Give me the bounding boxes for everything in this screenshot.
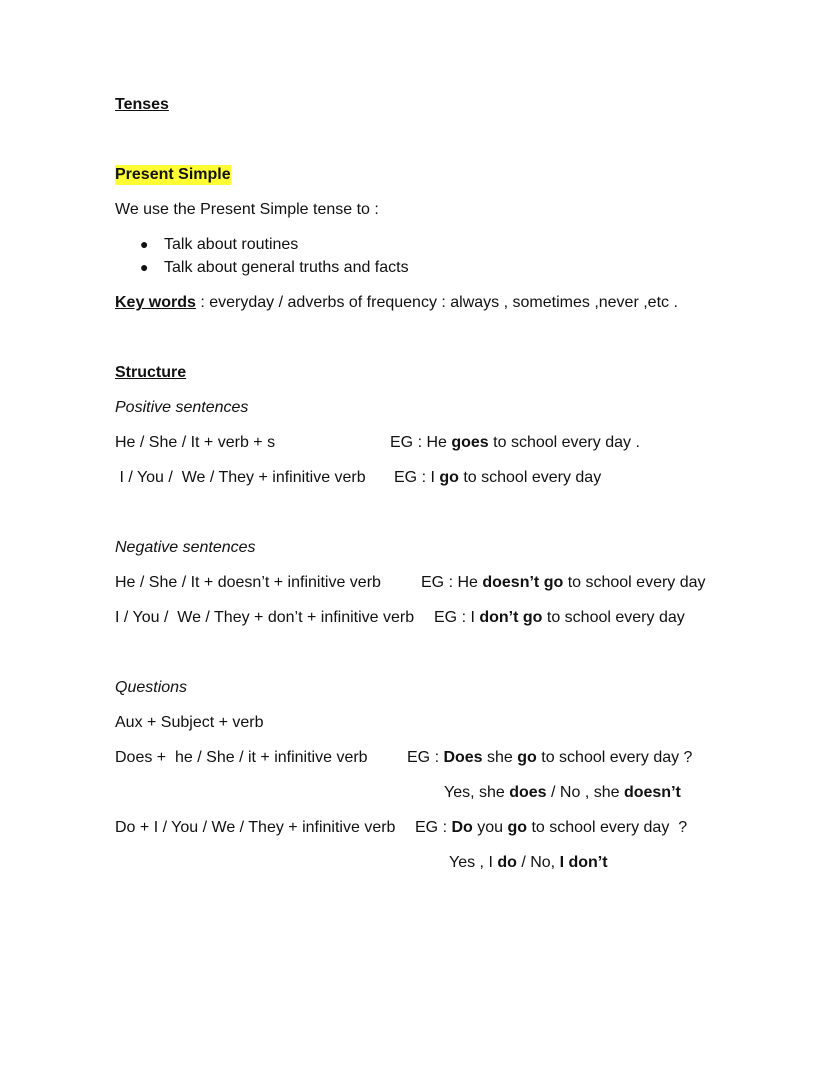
example-bold-segment: does <box>509 784 547 801</box>
structure-rule: He / She / It + doesn’t + infinitive verb <box>115 574 381 591</box>
bullet-icon: ● <box>140 259 149 275</box>
section-heading: Present Simple <box>115 166 231 183</box>
bullet-icon: ● <box>140 236 149 252</box>
structure-rule: Do + I / You / We / They + infinitive verb <box>115 819 396 836</box>
example-segment: to school every day <box>458 469 602 486</box>
example-segment: to school every day <box>542 609 685 626</box>
example-segment: EG : I <box>394 469 440 486</box>
example-bold-segment: go <box>507 819 528 836</box>
example-bold-segment: goes <box>451 434 489 451</box>
bullet-item: Talk about routines <box>164 236 299 253</box>
structure-rule: I / You / We / They + infinitive verb <box>115 469 366 486</box>
example-bold-segment: Does <box>443 749 483 766</box>
key-words-text: : everyday / adverbs of frequency : always , sometimes ,never ,etc . <box>195 294 678 311</box>
example-bold-segment: don’t go <box>479 609 543 626</box>
example-bold-segment: I don’t <box>559 854 608 871</box>
aux-rule: Aux + Subject + verb <box>115 714 264 731</box>
key-words-label: Key words <box>115 294 196 311</box>
example-segment: EG : <box>407 749 444 766</box>
example-segment: to school every day ? <box>527 819 688 836</box>
example-segment: EG : He <box>390 434 452 451</box>
example-sentence <box>407 748 692 768</box>
negative-heading: Negative sentences <box>115 539 256 556</box>
example-segment: she <box>482 749 518 766</box>
example-sentence <box>394 468 601 488</box>
example-segment: Yes , I <box>449 854 498 871</box>
example-segment: to school every day <box>563 574 706 591</box>
example-segment: EG : I <box>434 609 480 626</box>
example-segment: / No , she <box>546 784 624 801</box>
example-sentence <box>449 853 608 873</box>
bullet-item: Talk about general truths and facts <box>164 259 409 276</box>
questions-heading: Questions <box>115 679 188 696</box>
example-bold-segment: go <box>517 749 537 766</box>
structure-rule: He / She / It + verb + s <box>115 434 276 451</box>
document-title: Tenses <box>115 96 169 113</box>
structure-rule: Does + he / She / it + infinitive verb <box>115 749 368 766</box>
example-segment: you <box>472 819 508 836</box>
example-segment: Yes, she <box>444 784 510 801</box>
example-segment: EG : <box>415 819 452 836</box>
example-sentence <box>421 573 706 593</box>
example-segment: to school every day ? <box>536 749 693 766</box>
example-sentence <box>390 433 640 453</box>
structure-rule: I / You / We / They + don’t + infinitive verb <box>115 609 415 626</box>
structure-heading: Structure <box>115 364 187 381</box>
example-bold-segment: Do <box>451 819 473 836</box>
example-segment: / No, <box>516 854 560 871</box>
example-sentence <box>434 608 685 628</box>
example-sentence <box>444 783 681 803</box>
example-segment: EG : He <box>421 574 483 591</box>
key-words-line <box>115 293 678 313</box>
positive-heading: Positive sentences <box>115 399 249 416</box>
example-segment: to school every day . <box>488 434 640 451</box>
example-sentence <box>415 818 687 838</box>
example-bold-segment: do <box>497 854 517 871</box>
intro-text: We use the Present Simple tense to : <box>115 201 379 218</box>
example-bold-segment: doesn’t <box>623 784 681 801</box>
example-bold-segment: go <box>439 469 459 486</box>
example-bold-segment: doesn’t go <box>482 574 564 591</box>
